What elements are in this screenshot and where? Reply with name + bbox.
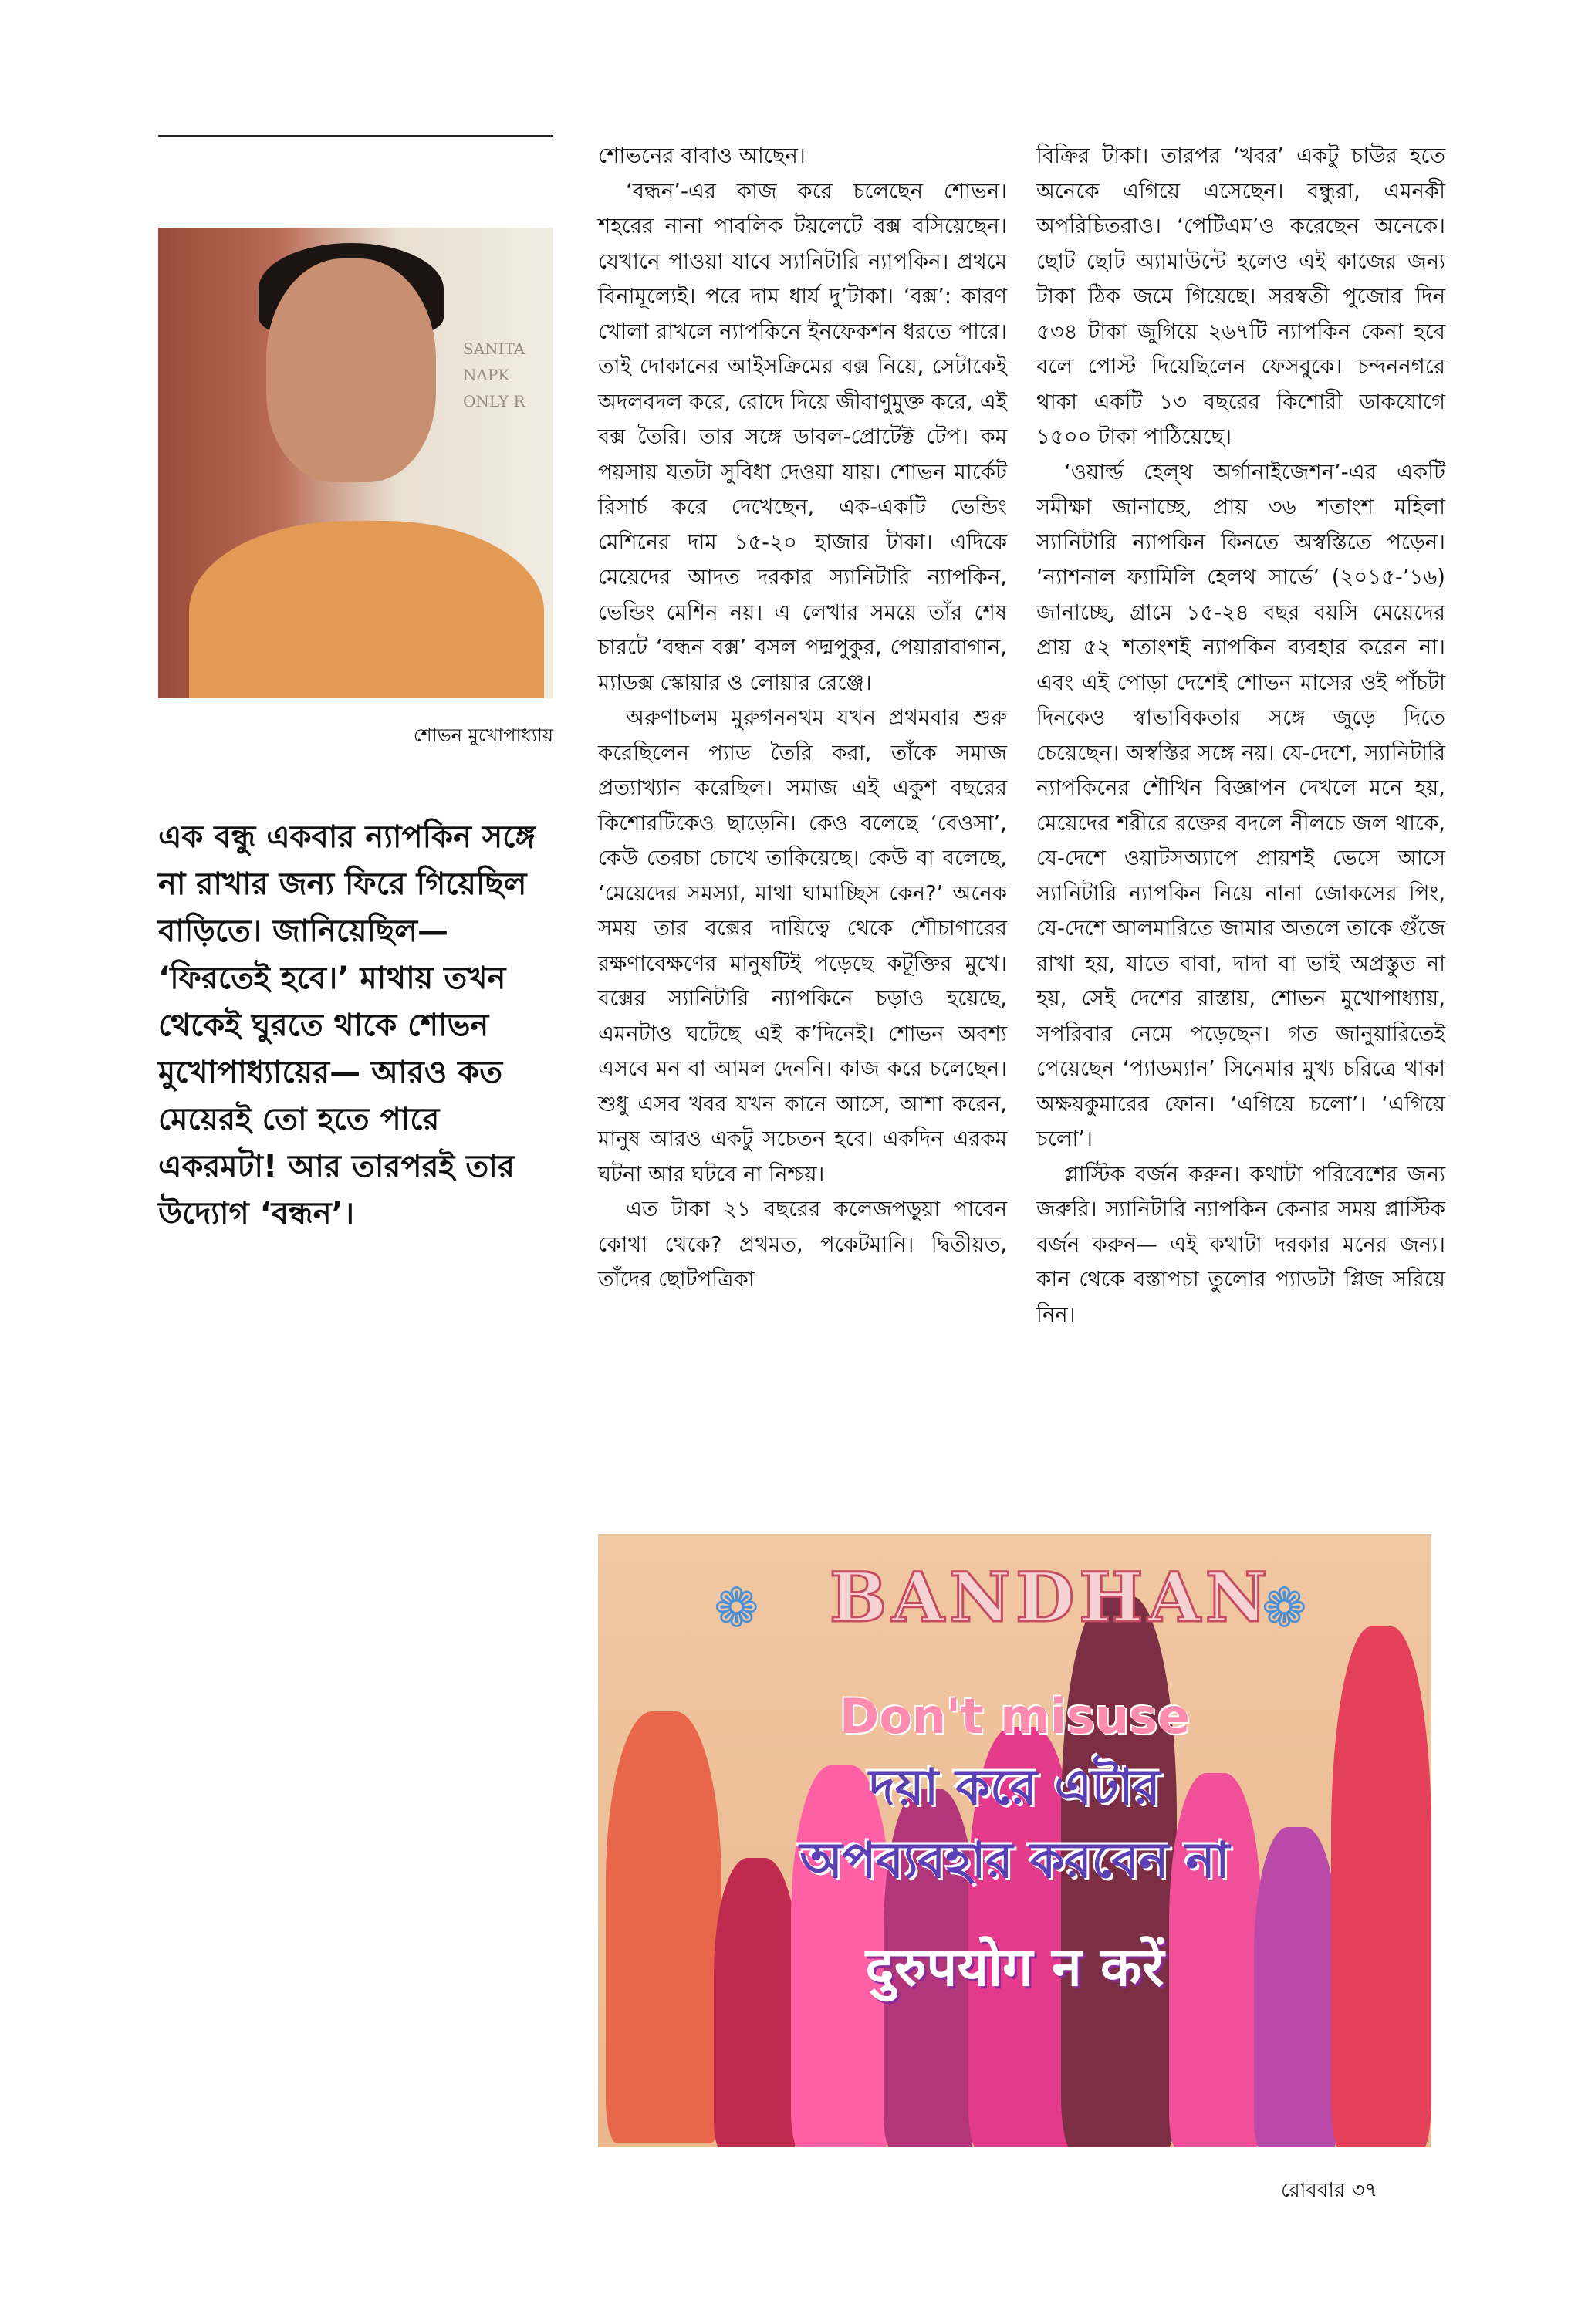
- page-folio: রোববার ৩৭: [1281, 2179, 1378, 2202]
- top-rule: [158, 135, 553, 137]
- poster-title: BANDHAN: [830, 1557, 1272, 1637]
- paragraph: শোভনের বাবাও আছেন।: [598, 144, 806, 168]
- paragraph: অরুণাচলম মুরুগননথম যখন প্রথমবার শুরু করেছিলেন প্যাড তৈরি করা, তাঁকে সমাজ প্রত্যাখ্যান করেছিল। সমাজ এই একুশ বছরের কিশোরটিকেও ছাড়েনি। কেও বলেছে ‘বেওসা’, কেউ তেরচা চোখে তাকিয়েছে। কেউ বা বলেছে, ‘মেয়েদের সমস্যা, মাথা ঘামাচ্ছিস কেন?’ অনেক সময় তার বক্সের দায়িত্বে থেকে শৌচাগারের রক্ষণাবেক্ষণের মানুষটিই পড়েছে কটূক্তির মুখে। বক্সের স্যানিটারি ন্যাপকিনে চড়াও হয়েছে, এমনটাও ঘটেছে এই ক’দিনেই। শোভন অবশ্য এসবে মন বা আমল দেননি। কাজ করে চলেছেন। শুধু এসব খবর যখন কানে আসে, আশা করেন, মানুষ আরও একটু সচেতন হবে। একদিন এরকম ঘটনা আর ঘটবে না নিশ্চয়।: [598, 705, 1007, 1187]
- poster-bengali-line-2: অপব্যবহার করবেন না: [799, 1833, 1230, 1890]
- paragraph: ‘বন্ধন’-এর কাজ করে চলেছেন শোভন। শহরের নানা পাবলিক টয়লেটে বক্স বসিয়েছেন। যেখানে পাওয়া যাবে স্যানিটারি ন্যাপকিন। প্রথমে বিনামূল্যেই। পরে দাম ধার্য দু’টাকা। ‘বক্স’: কারণ খোলা রাখলে ন্যাপকিনে ইনফেকশন ধরতে পারে। তাই দোকানের আইসক্রিমের বক্স নিয়ে, সেটাকেই অদলবদল করে, রোদে দিয়ে জীবাণুমুক্ত করে, এই বক্স তৈরি। তার সঙ্গে ডাবল-প্রোটেক্ট টেপ। কম পয়সায় যতটা সুবিধা দেওয়া যায়। শোভন মার্কেট রিসার্চ করে দেখেছেন, এক-একটি ভেন্ডিং মেশিনের দাম ১৫-২০ হাজার টাকা। এদিকে মেয়েদের আদত দরকার স্যানিটারি ন্যাপকিন, ভেন্ডিং মেশিন নয়। এ লেখার সময়ে তাঁর শেষ চারটে ‘বন্ধন বক্স’ বসল পদ্মপুকুর, পেয়ারাবাগান, ম্যাডক্স স্কোয়ার ও লোয়ার রেঞ্জে।: [598, 178, 1007, 695]
- paragraph: ‘ওয়ার্ল্ড হেল্থ অর্গানাইজেশন’-এর একটি সমীক্ষা জানাচ্ছে, প্রায় ৩৬ শতাংশ মহিলা স্যানিটারি ন্যাপকিন কিনতে অস্বস্তিতে পড়েন। ‘ন্যাশনাল ফ্যামিলি হেলথ সার্ভে’ (২০১৫-’১৬) জানাচ্ছে, গ্রামে ১৫-২৪ বছর বয়সি মেয়েদের প্রায় ৫২ শতাংশই ন্যাপকিন ব্যবহার করেন না। এবং এই পোড়া দেশেই শোভন মাসের ওই পাঁচটা দিনকেও স্বাভাবিকতার সঙ্গে জুড়ে দিতে চেয়েছেন। অস্বস্তির সঙ্গে নয়। যে-দেশে, স্যানিটারি ন্যাপকিনের শৌখিন বিজ্ঞাপন দেখলে মনে হয়, মেয়েদের শরীরে রক্তের বদলে নীলচে জল থাকে, যে-দেশে ওয়াটসঅ্যাপে প্রায়শই ভেসে আসে স্যানিটারি ন্যাপকিন নিয়ে নানা জোকসের পিং, যে-দেশে আলমারিতে জামার অতলে তাকে গুঁজে রাখা হয়, যাতে বাবা, দাদা বা ভাই অপ্রস্তুত না হয়, সেই দেশের রাস্তায়, শোভন মুখোপাধ্যায়, সপরিবার নেমে পড়েছেন। গত জানুয়ারিতেই পেয়েছেন ‘প্যাডম্যান’ সিনেমার মুখ্য চরিত্রে থাকা অক্ষয়কুমারের ফোন। ‘এগিয়ে চলো’। ‘এগিয়ে চলো’।: [1036, 459, 1445, 1151]
- portrait-photo: [158, 228, 553, 698]
- article-column-1: [598, 139, 1007, 1298]
- article-column-2: [1036, 139, 1445, 1333]
- paragraph: এত টাকা ২১ বছরের কলেজপড়ুয়া পাবেন কোথা থেকে? প্রথমত, পকেটমানি। দ্বিতীয়ত, তাঁদের ছোটপত্রিকা: [598, 1197, 1007, 1292]
- sanitary-pad-icon: ❁: [1262, 1576, 1307, 1640]
- bandhan-poster: [598, 1534, 1431, 2147]
- sign-line: NAPK: [463, 366, 510, 384]
- poster-bengali-line-1: দয়া করে এটার: [869, 1759, 1161, 1816]
- paragraph: প্লাস্টিক বর্জন করুন। কথাটা পরিবেশের জন্য জরুরি। স্যানিটারি ন্যাপকিন কেনার সময় প্লাস্টিক বর্জন করুন— এই কথাটা দরকার মনের জন্য। কান থেকে বস্তাপচা তুলোর প্যাডটা প্লিজ সরিয়ে নিন।: [1036, 1161, 1445, 1327]
- sign-line: ONLY R: [463, 392, 525, 410]
- photo-face: [266, 258, 436, 482]
- poster-hindi-line: दुरुपयोग न करें: [865, 1935, 1164, 1998]
- photo-caption: শোভন মুখোপাধ্যায়: [413, 725, 553, 746]
- sanitary-pad-icon: ❁: [714, 1576, 759, 1640]
- photo-background-sign: [463, 336, 553, 414]
- poster-english-line: Don't misuse: [839, 1688, 1191, 1745]
- paragraph: বিক্রির টাকা। তারপর ‘খবর’ একটু চাউর হতে অনেকে এগিয়ে এসেছেন। বন্ধুরা, এমনকী অপরিচিতরাও। ‘পেটিএম’ও করেছেন অনেকে। ছোট ছোট অ্যামাউন্টে হলেও এই কাজের জন্য টাকা ঠিক জমে গিয়েছে। সরস্বতী পুজোর দিন ৫৩৪ টাকা জুগিয়ে ২৬৭টি ন্যাপকিন কেনা হবে বলে পোস্ট দিয়েছিলেন ফেসবুকে। চন্দননগরে থাকা একটি ১৩ বছরের কিশোরী ডাকযোগে ১৫০০ টাকা পাঠিয়েছে।: [1036, 144, 1445, 449]
- photo-shirt: [189, 521, 544, 698]
- sign-line: SANITA: [463, 339, 525, 358]
- pullquote: এক বন্ধু একবার ন্যাপকিন সঙ্গে না রাখার জন্য ফিরে গিয়েছিল বাড়িতে। জানিয়েছিল— ‘ফিরতেই হবে।’ মাথায় তখন থেকেই ঘুরতে থাকে শোভন মুখোপাধ্যায়ের— আরও কত মেয়েরই তো হতে পারে একরমটা! আর তারপরই তার উদ্যোগ ‘বন্ধন’।: [158, 819, 536, 1231]
